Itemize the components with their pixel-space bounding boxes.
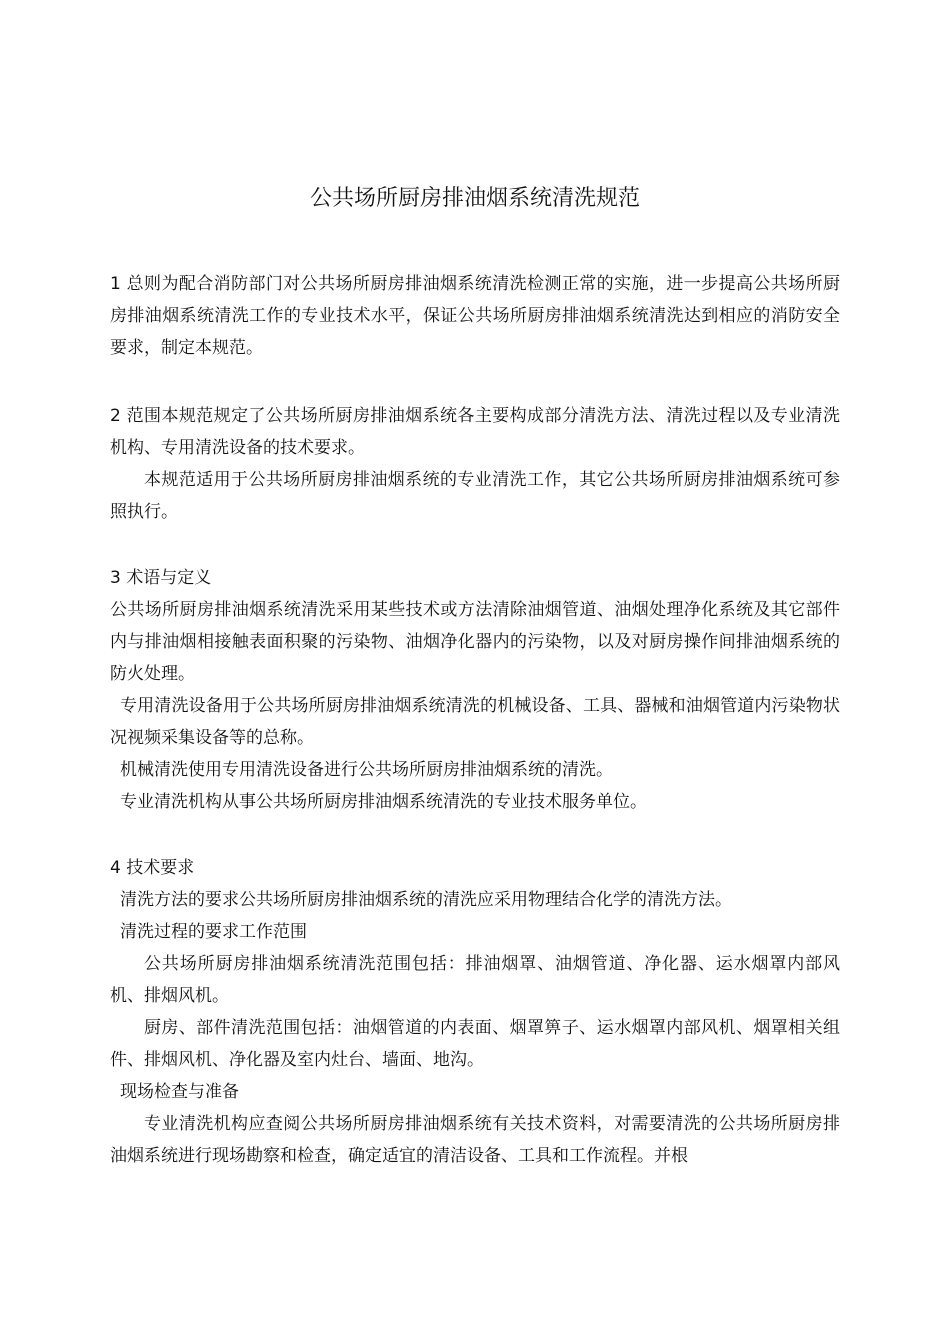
paragraph-inspection: 专业清洗机构应查阅公共场所厨房排油烟系统有关技术资料，对需要清洗的公共场所厨房排油烟系统进行现场勘察和检查，确定适宜的清洁设备、工具和工作流程。并根 xyxy=(110,1114,840,1166)
paragraph-scope: 2 范围本规范规定了公共场所厨房排油烟系统各主要构成部分清洗方法、清洗过程以及专业清洗机构、专用清洗设备的技术要求。 xyxy=(110,406,840,458)
paragraph-term-mechanical: 机械清洗使用专用清洗设备进行公共场所厨房排油烟系统的清洗。 xyxy=(120,760,613,780)
paragraph-general: 1 总则为配合消防部门对公共场所厨房排油烟系统清洗检测正常的实施，进一步提高公共场所厨房排油烟系统清洗工作的专业技术水平，保证公共场所厨房排油烟系统清洗达到相应的消防安全要求，制定本规范。 xyxy=(110,274,840,358)
paragraph-process-scope: 清洗过程的要求工作范围 xyxy=(120,922,307,942)
paragraph-parts-scope: 厨房、部件清洗范围包括：油烟管道的内表面、烟罩箅子、运水烟罩内部风机、烟罩相关组件、排烟风机、净化器及室内灶台、墙面、地沟。 xyxy=(110,1018,840,1070)
spacer xyxy=(110,528,840,562)
heading-technical: 4 技术要求 xyxy=(110,858,195,878)
paragraph-scope-applicability: 本规范适用于公共场所厨房排油烟系统的专业清洗工作，其它公共场所厨房排油烟系统可参照执行。 xyxy=(110,470,840,522)
spacer xyxy=(110,364,840,400)
paragraph-term-cleaning: 公共场所厨房排油烟系统清洗采用某些技术或方法清除油烟管道、油烟处理净化系统及其它部件内与排油烟相接触表面积聚的污染物、油烟净化器内的污染物，以及对厨房操作间排油烟系统的防火处理。 xyxy=(110,600,840,684)
paragraph-term-agency: 专业清洗机构从事公共场所厨房排油烟系统清洗的专业技术服务单位。 xyxy=(120,792,647,812)
paragraph-term-equipment: 专用清洗设备用于公共场所厨房排油烟系统清洗的机械设备、工具、器械和油烟管道内污染物状况视频采集设备等的总称。 xyxy=(110,696,840,748)
spacer xyxy=(110,818,840,852)
heading-terms: 3 术语与定义 xyxy=(110,568,212,588)
heading-inspection: 现场检查与准备 xyxy=(120,1082,239,1102)
document-body xyxy=(110,268,840,1172)
document-title: 公共场所厨房排油烟系统清洗规范 xyxy=(309,186,640,211)
paragraph-system-scope: 公共场所厨房排油烟系统清洗范围包括：排油烟罩、油烟管道、净化器、运水烟罩内部风机、排烟风机。 xyxy=(110,954,840,1006)
paragraph-method: 清洗方法的要求公共场所厨房排油烟系统的清洗应采用物理结合化学的清洗方法。 xyxy=(120,890,732,910)
